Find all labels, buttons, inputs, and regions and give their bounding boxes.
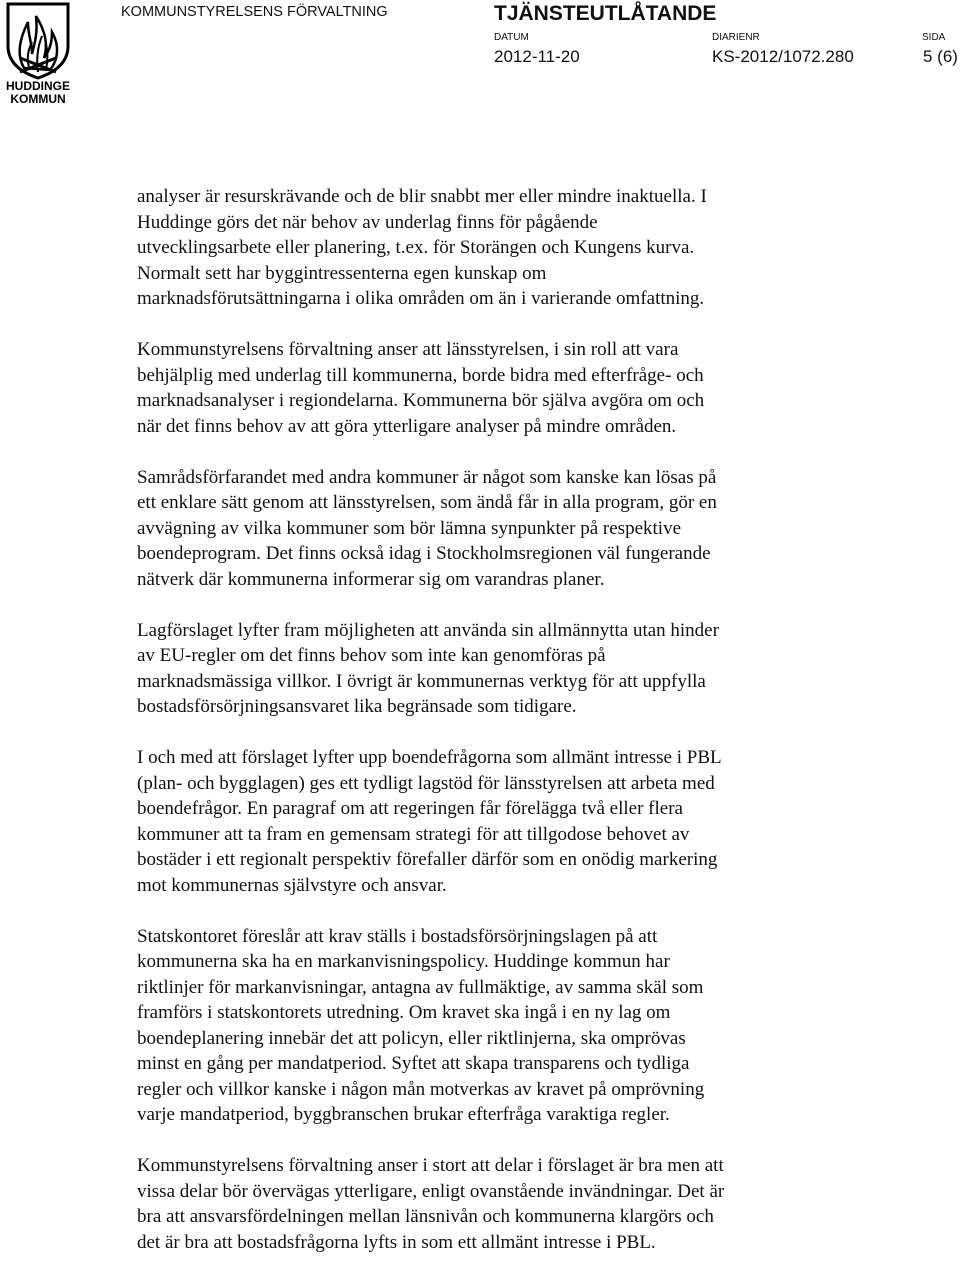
logo-text <box>2 80 74 106</box>
sida-value: 5 (6) <box>923 47 958 66</box>
datum-value: 2012-11-20 <box>494 47 580 66</box>
paragraph: analyser är resurskrävande och de blir snabbt mer eller mindre inaktuella. I Huddinge görs det när behov av underlag finns för pågående utvecklingsarbete eller planering, t.ex. för Storängen och Kungens kurva. Normalt sett har byggintressenterna egen kunskap om marknadsförutsättningarna i olika områden om än i varierande omfattning. <box>137 186 707 309</box>
organization-name: KOMMUNSTYRELSENS FÖRVALTNING <box>121 4 388 20</box>
paragraph: Lagförslaget lyfter fram möjligheten att använda sin allmännytta utan hinder av EU-regler om det finns behov som inte kan genomföras på marknadsmässiga villkor. I övrigt är kommunernas verktyg för att uppfylla bostadsförsörjningsansvaret lika begränsade som tidigare. <box>137 619 719 717</box>
sida-label: SIDA <box>922 32 946 43</box>
logo-line-2: KOMMUN <box>10 92 66 106</box>
logo-line-1: HUDDINGE <box>5 79 70 93</box>
diarienr-label: DIARIENR <box>712 32 760 43</box>
paragraph: Statskontoret föreslår att krav ställs i bostadsförsörjningslagen på att kommunerna ska ha en markanvisningspolicy. Huddinge kommun har riktlinjer för markanvisningar, antagna av fullmäktige, av samma skäl som framförs i statskontorets utredning. Om kravet ska ingå i en ny lag om boendeplanering innebär det att policyn, eller riktlinjerna, ska omprövas minst en gång per mandatperiod. Syftet att skapa transparens och tydliga regler och villkor kanske i någon mån motverkas av kravet på omprövning varje mandatperiod, byggbranschen brukar efterfråga varaktiga regler. <box>137 925 705 1125</box>
document-body <box>137 184 857 1281</box>
datum-label: DATUM <box>494 32 529 43</box>
paragraph: I och med att förslaget lyfter upp boendefrågorna som allmänt intresse i PBL (plan- och bygglagen) ges ett tydligt lagstöd för länsstyrelsen att arbeta med boendefrågor. En paragraf om att regeringen får förelägga två eller flera kommuner att ta fram en gemensam strategi för att tillgodose behovet av bostäder i ett regionalt perspektiv förefaller därför som en onödig markering mot kommunernas självstyre och ansvar. <box>137 747 722 896</box>
paragraph: Kommunstyrelsens förvaltning anser att länsstyrelsen, i sin roll att vara behjälplig med underlag till kommunerna, borde bidra med efterfråge- och marknadsanalyser i regiondelarna. Kommunerna bör själva avgöra om och när det finns behov av att göra ytterligare analyser på mindre områden. <box>137 339 705 437</box>
flame-crest-icon <box>2 2 74 80</box>
document-type: TJÄNSTEUTLÅTANDE <box>494 2 717 25</box>
municipality-logo <box>2 2 74 108</box>
paragraph: Kommunstyrelsens förvaltning anser i stort att delar i förslaget är bra men att vissa delar bör övervägas ytterligare, enligt ovanstående invändningar. Det är bra att ansvarsfördelningen mellan länsnivån och kommunerna klargörs och det är bra att bostadsfrågorna lyfts in som ett allmänt intresse i PBL. <box>137 1155 725 1253</box>
diarienr-value: KS-2012/1072.280 <box>712 47 854 66</box>
paragraph: Samrådsförfarandet med andra kommuner är något som kanske kan lösas på ett enklare sätt genom att länsstyrelsen, som ändå får in alla program, gör en avvägning av vilka kommuner som bör lämna synpunkter på respektive boendeprogram. Det finns också idag i Stockholmsregionen väl fungerande nätverk där kommunerna informerar sig om varandras planer. <box>137 466 717 590</box>
